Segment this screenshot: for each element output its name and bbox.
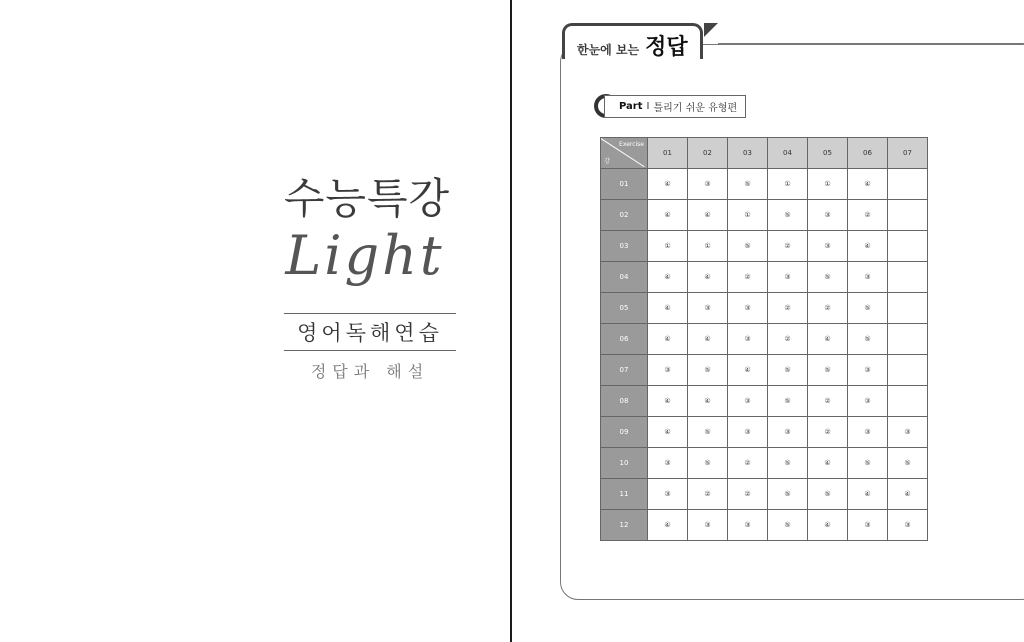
answer-cell: ⑤ <box>728 169 768 200</box>
answer-cell: ⑤ <box>768 479 808 510</box>
row-header: 04 <box>601 262 648 293</box>
answer-cell <box>888 386 928 417</box>
answer-cell: ③ <box>728 510 768 541</box>
answer-cell: ④ <box>688 324 728 355</box>
row-header: 10 <box>601 448 648 479</box>
answer-cell: ② <box>728 262 768 293</box>
answer-cell: ④ <box>648 386 688 417</box>
answer-cell: ④ <box>848 479 888 510</box>
answer-cell: ④ <box>808 324 848 355</box>
table-row <box>601 355 928 386</box>
answer-cell: ② <box>808 386 848 417</box>
row-header: 05 <box>601 293 648 324</box>
banner-line <box>718 43 1024 44</box>
answer-cell: ② <box>728 448 768 479</box>
part-label: Part <box>619 100 643 112</box>
answer-cell: ② <box>728 479 768 510</box>
answer-cell: ③ <box>648 448 688 479</box>
answer-cell: ④ <box>688 200 728 231</box>
column-header: 03 <box>728 138 768 169</box>
answer-cell: ⑤ <box>688 355 728 386</box>
answer-cell: ③ <box>808 200 848 231</box>
answer-cell: ④ <box>808 510 848 541</box>
cover-rule-bottom <box>284 350 456 351</box>
answer-cell: ④ <box>808 448 848 479</box>
answer-cell: ④ <box>848 231 888 262</box>
answer-cell: ④ <box>728 355 768 386</box>
answer-cell <box>888 200 928 231</box>
answer-cell: ③ <box>688 510 728 541</box>
answer-cell: ② <box>848 200 888 231</box>
banner-title: 정답 <box>645 35 688 60</box>
answer-cell: ⑤ <box>848 324 888 355</box>
answer-cell: ③ <box>728 293 768 324</box>
row-header: 07 <box>601 355 648 386</box>
table-row <box>601 386 928 417</box>
table-row <box>601 324 928 355</box>
answer-cell: ③ <box>848 417 888 448</box>
column-header: 06 <box>848 138 888 169</box>
column-header: 07 <box>888 138 928 169</box>
table-corner <box>601 138 648 169</box>
answer-cell <box>888 355 928 386</box>
answer-cell: ③ <box>808 231 848 262</box>
corner-exercise-label: Exercise <box>619 141 644 148</box>
part-heading <box>594 94 746 118</box>
answer-cell: ④ <box>648 262 688 293</box>
answer-cell: ③ <box>728 417 768 448</box>
column-header: 02 <box>688 138 728 169</box>
answer-cell: ③ <box>728 324 768 355</box>
answer-cell: ⑤ <box>808 355 848 386</box>
row-header: 03 <box>601 231 648 262</box>
answer-cell: ⑤ <box>688 448 728 479</box>
answer-cell: ④ <box>648 510 688 541</box>
answer-cell: ③ <box>888 417 928 448</box>
row-header: 06 <box>601 324 648 355</box>
answer-cell: ② <box>808 293 848 324</box>
answer-cell: ⑤ <box>848 448 888 479</box>
answer-cell: ⑤ <box>888 448 928 479</box>
answer-cell: ② <box>768 324 808 355</box>
answer-cell: ④ <box>688 262 728 293</box>
answer-cell: ① <box>648 231 688 262</box>
answer-cell <box>888 169 928 200</box>
cover-section: 정답과 해설 <box>310 362 430 381</box>
table-row <box>601 448 928 479</box>
answer-cell <box>888 324 928 355</box>
answer-cell: ⑤ <box>768 355 808 386</box>
answer-cell: ④ <box>688 386 728 417</box>
answer-cell: ③ <box>648 355 688 386</box>
answer-cell: ⑤ <box>768 510 808 541</box>
answer-cell: ④ <box>648 293 688 324</box>
answer-cell: ④ <box>848 169 888 200</box>
answer-cell: ③ <box>848 355 888 386</box>
answer-cell: ③ <box>848 386 888 417</box>
table-row <box>601 231 928 262</box>
answer-cell: ② <box>808 417 848 448</box>
answer-banner <box>562 23 703 59</box>
answer-cell: ① <box>728 200 768 231</box>
column-header: 04 <box>768 138 808 169</box>
cover-series: 영어독해연습 <box>297 321 443 345</box>
answer-cell: ③ <box>888 510 928 541</box>
answer-cell <box>888 262 928 293</box>
answer-cell: ② <box>688 479 728 510</box>
page-divider <box>510 0 512 642</box>
banner-small-text: 한눈에 보는 <box>577 43 640 57</box>
part-title: 틀리기 쉬운 유형편 <box>653 102 738 114</box>
row-header: 01 <box>601 169 648 200</box>
answer-cell: ③ <box>648 479 688 510</box>
row-header: 11 <box>601 479 648 510</box>
cover-title: 수능특강 <box>283 174 451 223</box>
cover-subtitle-script: Light <box>285 224 445 287</box>
table-row <box>601 479 928 510</box>
answer-cell <box>888 231 928 262</box>
answer-table-header <box>601 138 928 169</box>
answer-cell: ⑤ <box>688 417 728 448</box>
answer-cell: ③ <box>848 262 888 293</box>
table-row <box>601 293 928 324</box>
cover-rule-top <box>284 313 456 314</box>
part-number: Ⅰ <box>646 100 650 112</box>
corner-lesson-label: 강 <box>604 158 610 165</box>
answer-cell: ④ <box>648 417 688 448</box>
answer-cell: ④ <box>888 479 928 510</box>
row-header: 09 <box>601 417 648 448</box>
answer-cell: ⑤ <box>768 386 808 417</box>
answer-cell: ⑤ <box>808 479 848 510</box>
answer-cell: ④ <box>648 169 688 200</box>
answer-cell: ⑤ <box>768 448 808 479</box>
table-row <box>601 200 928 231</box>
answer-cell: ① <box>688 231 728 262</box>
part-box <box>604 95 746 118</box>
answer-cell: ⑤ <box>808 262 848 293</box>
answer-cell: ① <box>768 169 808 200</box>
row-header: 08 <box>601 386 648 417</box>
answer-table <box>600 137 928 541</box>
answer-cell: ③ <box>688 169 728 200</box>
column-header: 05 <box>808 138 848 169</box>
banner-tail <box>704 23 718 37</box>
answer-cell: ① <box>808 169 848 200</box>
table-row <box>601 417 928 448</box>
row-header: 02 <box>601 200 648 231</box>
answer-cell: ② <box>768 293 808 324</box>
answer-cell: ③ <box>768 417 808 448</box>
answer-cell: ② <box>768 231 808 262</box>
answer-cell: ③ <box>848 510 888 541</box>
answer-cell: ⑤ <box>768 200 808 231</box>
answer-cell: ③ <box>768 262 808 293</box>
table-row <box>601 510 928 541</box>
answer-cell: ③ <box>728 386 768 417</box>
answer-cell: ④ <box>648 324 688 355</box>
answer-cell: ③ <box>688 293 728 324</box>
row-header: 12 <box>601 510 648 541</box>
answer-cell: ⑤ <box>848 293 888 324</box>
column-header: 01 <box>648 138 688 169</box>
table-row <box>601 169 928 200</box>
answer-cell: ④ <box>648 200 688 231</box>
answer-cell <box>888 293 928 324</box>
answer-cell: ⑤ <box>728 231 768 262</box>
table-row <box>601 262 928 293</box>
